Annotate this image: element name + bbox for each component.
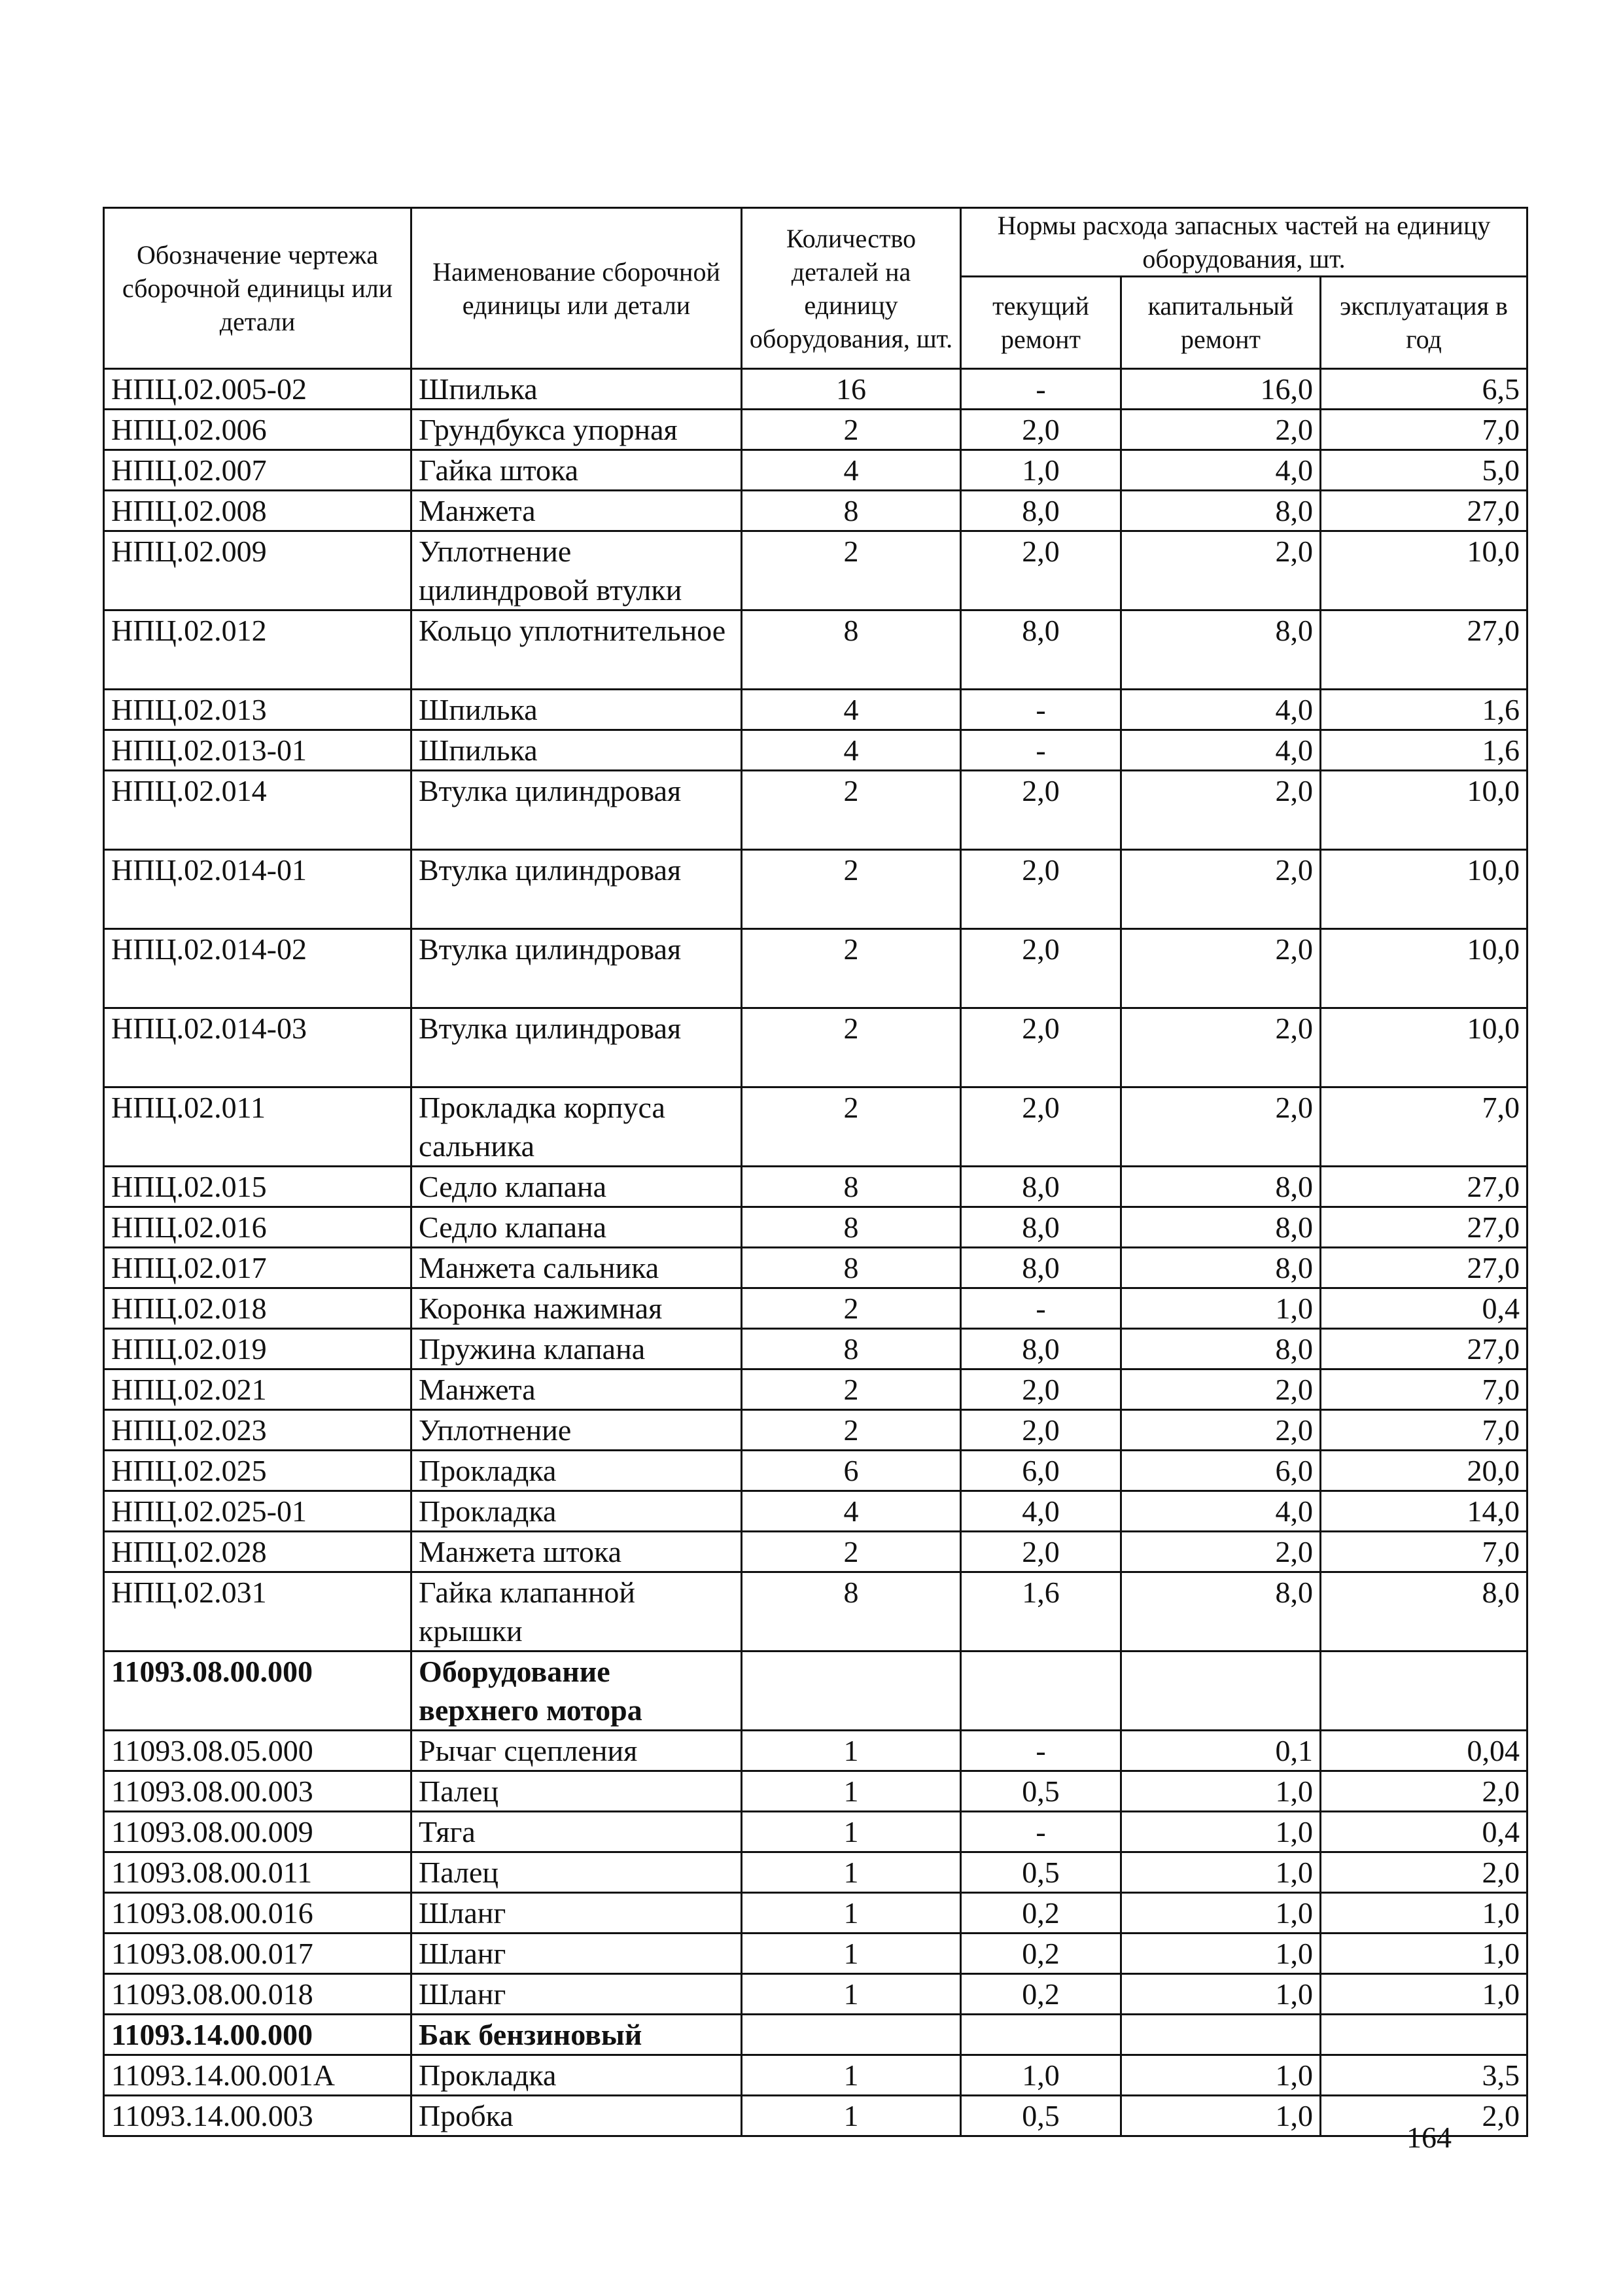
cell-operation: 10,0 [1321,531,1527,610]
table-row [104,771,1527,850]
cell-name: Кольцо уплотнительное [411,610,742,690]
cell-capital-repair: 4,0 [1121,1491,1321,1532]
cell-name: Втулка цилиндровая [411,771,742,850]
cell-operation: 20,0 [1321,1451,1527,1491]
cell-qty: 8 [742,1248,961,1288]
cell-name: Прокладка [411,1491,742,1532]
cell-operation: 6,5 [1321,369,1527,410]
cell-code: НПЦ.02.006 [104,410,411,450]
cell-operation: 7,0 [1321,410,1527,450]
cell-operation: 1,0 [1321,1974,1527,2015]
cell-qty: 4 [742,690,961,730]
table-row [104,2096,1527,2136]
table-row [104,1207,1527,1248]
header-qty: Количество деталей на единицу оборудования, шт. [742,208,961,369]
cell-operation: 8,0 [1321,1572,1527,1651]
cell-current-repair: 2,0 [961,1008,1121,1087]
cell-name: Манжета [411,491,742,531]
cell-current-repair: - [961,1731,1121,1771]
cell-code: НПЦ.02.009 [104,531,411,610]
cell-name: Бак бензиновый [411,2015,742,2055]
cell-code: НПЦ.02.014-03 [104,1008,411,1087]
cell-qty: 2 [742,1087,961,1167]
table-row [104,1329,1527,1369]
cell-code: НПЦ.02.014-02 [104,929,411,1008]
cell-current-repair: 4,0 [961,1491,1121,1532]
cell-operation: 10,0 [1321,771,1527,850]
table-row [104,1410,1527,1451]
cell-code: 11093.14.00.001А [104,2055,411,2096]
cell-qty: 2 [742,1288,961,1329]
cell-current-repair: 8,0 [961,1167,1121,1207]
cell-capital-repair: 4,0 [1121,450,1321,491]
cell-capital-repair [1121,2015,1321,2055]
cell-qty: 1 [742,1812,961,1852]
cell-operation [1321,1651,1527,1731]
cell-code: НПЦ.02.016 [104,1207,411,1248]
header-name: Наименование сборочной единицы или детали [411,208,742,369]
cell-name: Манжета штока [411,1532,742,1572]
header-capital-repair: капитальный ремонт [1121,277,1321,369]
cell-capital-repair: 1,0 [1121,1771,1321,1812]
cell-operation: 27,0 [1321,1248,1527,1288]
cell-code: НПЦ.02.014-01 [104,850,411,929]
cell-capital-repair: 2,0 [1121,850,1321,929]
cell-code: 11093.08.00.009 [104,1812,411,1852]
cell-name: Втулка цилиндровая [411,850,742,929]
cell-current-repair: 1,6 [961,1572,1121,1651]
table-row [104,1248,1527,1288]
cell-capital-repair: 2,0 [1121,771,1321,850]
cell-capital-repair: 1,0 [1121,1288,1321,1329]
cell-capital-repair: 2,0 [1121,1410,1321,1451]
cell-capital-repair: 8,0 [1121,610,1321,690]
cell-code: НПЦ.02.017 [104,1248,411,1288]
cell-code: НПЦ.02.015 [104,1167,411,1207]
cell-current-repair: 0,2 [961,1893,1121,1934]
cell-capital-repair: 2,0 [1121,1087,1321,1167]
cell-qty: 8 [742,491,961,531]
cell-qty: 2 [742,1008,961,1087]
cell-qty: 1 [742,2096,961,2136]
cell-qty: 4 [742,1491,961,1532]
cell-capital-repair: 8,0 [1121,1207,1321,1248]
cell-operation: 10,0 [1321,1008,1527,1087]
table-row [104,1974,1527,2015]
cell-code: НПЦ.02.021 [104,1369,411,1410]
cell-name: Шланг [411,1934,742,1974]
cell-current-repair: 2,0 [961,1410,1121,1451]
table-row [104,1731,1527,1771]
cell-name: Манжета сальника [411,1248,742,1288]
table-row [104,1167,1527,1207]
cell-current-repair: 8,0 [961,1329,1121,1369]
table-row [104,1893,1527,1934]
cell-name: Оборудование верхнего мотора [411,1651,742,1731]
cell-code: 11093.08.00.018 [104,1974,411,2015]
cell-qty: 8 [742,610,961,690]
cell-capital-repair: 6,0 [1121,1451,1321,1491]
cell-code: НПЦ.02.014 [104,771,411,850]
cell-operation: 27,0 [1321,1167,1527,1207]
cell-qty: 8 [742,1572,961,1651]
cell-qty: 2 [742,850,961,929]
cell-operation: 2,0 [1321,1771,1527,1812]
cell-qty: 8 [742,1167,961,1207]
cell-operation: 5,0 [1321,450,1527,491]
cell-name: Гайка штока [411,450,742,491]
table-row [104,1491,1527,1532]
cell-capital-repair: 2,0 [1121,1008,1321,1087]
cell-name: Палец [411,1852,742,1893]
cell-current-repair [961,2015,1121,2055]
cell-name: Втулка цилиндровая [411,1008,742,1087]
table-row [104,369,1527,410]
cell-operation: 7,0 [1321,1369,1527,1410]
cell-code: НПЦ.02.028 [104,1532,411,1572]
table-row [104,1532,1527,1572]
cell-capital-repair: 2,0 [1121,1532,1321,1572]
cell-qty: 2 [742,929,961,1008]
cell-operation: 1,0 [1321,1893,1527,1934]
cell-current-repair: 8,0 [961,1207,1121,1248]
cell-code: 11093.08.00.016 [104,1893,411,1934]
cell-name: Уплотнение [411,1410,742,1451]
cell-operation: 1,0 [1321,1934,1527,1974]
cell-capital-repair: 4,0 [1121,730,1321,771]
cell-name: Рычаг сцепления [411,1731,742,1771]
cell-current-repair: 2,0 [961,929,1121,1008]
cell-code: НПЦ.02.005-02 [104,369,411,410]
table-row [104,1572,1527,1651]
cell-operation: 3,5 [1321,2055,1527,2096]
cell-code: 11093.08.05.000 [104,1731,411,1771]
cell-capital-repair: 16,0 [1121,369,1321,410]
cell-capital-repair: 1,0 [1121,1934,1321,1974]
cell-qty: 1 [742,1934,961,1974]
table-row [104,450,1527,491]
cell-qty: 1 [742,1974,961,2015]
cell-code: НПЦ.02.013 [104,690,411,730]
cell-name: Шпилька [411,730,742,771]
cell-operation: 10,0 [1321,929,1527,1008]
section-row [104,2015,1527,2055]
cell-name: Палец [411,1771,742,1812]
cell-code: НПЦ.02.013-01 [104,730,411,771]
cell-qty: 4 [742,450,961,491]
cell-capital-repair: 2,0 [1121,410,1321,450]
cell-name: Прокладка корпуса сальника [411,1087,742,1167]
cell-name: Грундбукса упорная [411,410,742,450]
cell-current-repair: 2,0 [961,531,1121,610]
cell-qty: 2 [742,410,961,450]
cell-name: Гайка клапанной крышки [411,1572,742,1651]
cell-operation: 27,0 [1321,1207,1527,1248]
cell-qty: 2 [742,771,961,850]
cell-code: НПЦ.02.025-01 [104,1491,411,1532]
cell-qty: 2 [742,1410,961,1451]
table-row [104,610,1527,690]
header-current-repair: текущий ремонт [961,277,1121,369]
cell-current-repair: 8,0 [961,491,1121,531]
cell-code: 11093.08.00.003 [104,1771,411,1812]
table-row [104,1008,1527,1087]
cell-current-repair: - [961,369,1121,410]
cell-operation: 7,0 [1321,1532,1527,1572]
cell-current-repair: 1,0 [961,450,1121,491]
cell-code: НПЦ.02.019 [104,1329,411,1369]
cell-qty: 1 [742,1771,961,1812]
cell-capital-repair: 1,0 [1121,1974,1321,2015]
cell-capital-repair [1121,1651,1321,1731]
cell-code: НПЦ.02.008 [104,491,411,531]
cell-name: Манжета [411,1369,742,1410]
cell-capital-repair: 1,0 [1121,1893,1321,1934]
cell-capital-repair: 1,0 [1121,1852,1321,1893]
table-row [104,1771,1527,1812]
cell-name: Шпилька [411,690,742,730]
cell-current-repair: 0,2 [961,1934,1121,1974]
table-row [104,491,1527,531]
cell-current-repair: 2,0 [961,1369,1121,1410]
cell-operation: 27,0 [1321,1329,1527,1369]
cell-qty: 1 [742,1893,961,1934]
cell-name: Тяга [411,1812,742,1852]
cell-code: НПЦ.02.023 [104,1410,411,1451]
table-row [104,1852,1527,1893]
cell-code: НПЦ.02.011 [104,1087,411,1167]
cell-capital-repair: 8,0 [1121,491,1321,531]
cell-capital-repair: 1,0 [1121,1812,1321,1852]
table-row [104,1087,1527,1167]
cell-current-repair: 2,0 [961,850,1121,929]
cell-current-repair: 0,2 [961,1974,1121,2015]
cell-code: НПЦ.02.007 [104,450,411,491]
cell-current-repair: 8,0 [961,1248,1121,1288]
cell-operation: 27,0 [1321,610,1527,690]
table-row [104,730,1527,771]
cell-qty: 8 [742,1329,961,1369]
cell-operation: 2,0 [1321,1852,1527,1893]
cell-code: 11093.08.00.011 [104,1852,411,1893]
table-row [104,1812,1527,1852]
cell-name: Прокладка [411,1451,742,1491]
cell-capital-repair: 4,0 [1121,690,1321,730]
header-code: Обозначение чертежа сборочной единицы или детали [104,208,411,369]
table-body [104,369,1527,2136]
cell-operation: 2,0 [1321,2096,1527,2136]
cell-qty [742,2015,961,2055]
cell-name: Седло клапана [411,1207,742,1248]
cell-qty: 1 [742,2055,961,2096]
table-row [104,1288,1527,1329]
cell-qty: 2 [742,531,961,610]
cell-code: 11093.08.00.017 [104,1934,411,1974]
table-row [104,2055,1527,2096]
cell-operation: 1,6 [1321,690,1527,730]
cell-code: 11093.14.00.003 [104,2096,411,2136]
cell-current-repair: 0,5 [961,2096,1121,2136]
cell-qty: 6 [742,1451,961,1491]
cell-name: Шпилька [411,369,742,410]
cell-qty: 4 [742,730,961,771]
cell-operation: 27,0 [1321,491,1527,531]
spare-parts-norms-table [103,207,1528,2137]
cell-operation: 0,4 [1321,1288,1527,1329]
cell-operation: 10,0 [1321,850,1527,929]
cell-qty: 1 [742,1731,961,1771]
cell-capital-repair: 1,0 [1121,2055,1321,2096]
cell-capital-repair: 0,1 [1121,1731,1321,1771]
cell-qty [742,1651,961,1731]
table-row [104,1451,1527,1491]
cell-code: 11093.08.00.000 [104,1651,411,1731]
cell-capital-repair: 2,0 [1121,531,1321,610]
cell-name: Прокладка [411,2055,742,2096]
cell-operation: 0,4 [1321,1812,1527,1852]
cell-current-repair: 0,5 [961,1771,1121,1812]
header-operation: эксплуатация в год [1321,277,1527,369]
cell-qty: 1 [742,1852,961,1893]
cell-capital-repair: 8,0 [1121,1329,1321,1369]
cell-qty: 2 [742,1369,961,1410]
table-row [104,929,1527,1008]
cell-code: 11093.14.00.000 [104,2015,411,2055]
cell-capital-repair: 1,0 [1121,2096,1321,2136]
cell-name: Шланг [411,1974,742,2015]
cell-operation: 7,0 [1321,1087,1527,1167]
cell-code: НПЦ.02.012 [104,610,411,690]
table-row [104,531,1527,610]
cell-name: Пружина клапана [411,1329,742,1369]
cell-qty: 8 [742,1207,961,1248]
header-norms: Нормы расхода запасных частей на единицу оборудования, шт. [961,208,1527,277]
table-row [104,1934,1527,1974]
cell-current-repair: 2,0 [961,410,1121,450]
cell-current-repair: - [961,690,1121,730]
cell-capital-repair: 8,0 [1121,1572,1321,1651]
cell-code: НПЦ.02.018 [104,1288,411,1329]
cell-name: Уплотнение цилиндровой втулки [411,531,742,610]
cell-name: Пробка [411,2096,742,2136]
cell-current-repair: - [961,1288,1121,1329]
cell-current-repair: - [961,1812,1121,1852]
cell-current-repair: 6,0 [961,1451,1121,1491]
cell-code: НПЦ.02.025 [104,1451,411,1491]
cell-capital-repair: 2,0 [1121,1369,1321,1410]
cell-current-repair: 2,0 [961,1087,1121,1167]
cell-operation [1321,2015,1527,2055]
cell-operation: 7,0 [1321,1410,1527,1451]
table-row [104,1369,1527,1410]
table-row [104,690,1527,730]
cell-code: НПЦ.02.031 [104,1572,411,1651]
cell-capital-repair: 8,0 [1121,1167,1321,1207]
cell-current-repair: 8,0 [961,610,1121,690]
cell-current-repair: 0,5 [961,1852,1121,1893]
cell-qty: 16 [742,369,961,410]
page-number: 164 [1406,2121,1452,2154]
cell-current-repair: - [961,730,1121,771]
cell-current-repair: 2,0 [961,1532,1121,1572]
section-row [104,1651,1527,1731]
cell-qty: 2 [742,1532,961,1572]
cell-operation: 14,0 [1321,1491,1527,1532]
table-row [104,850,1527,929]
cell-capital-repair: 8,0 [1121,1248,1321,1288]
cell-current-repair [961,1651,1121,1731]
cell-current-repair: 1,0 [961,2055,1121,2096]
cell-operation: 1,6 [1321,730,1527,771]
cell-operation: 0,04 [1321,1731,1527,1771]
cell-current-repair: 2,0 [961,771,1121,850]
cell-name: Втулка цилиндровая [411,929,742,1008]
cell-name: Седло клапана [411,1167,742,1207]
cell-name: Шланг [411,1893,742,1934]
cell-name: Коронка нажимная [411,1288,742,1329]
cell-capital-repair: 2,0 [1121,929,1321,1008]
table-row [104,410,1527,450]
